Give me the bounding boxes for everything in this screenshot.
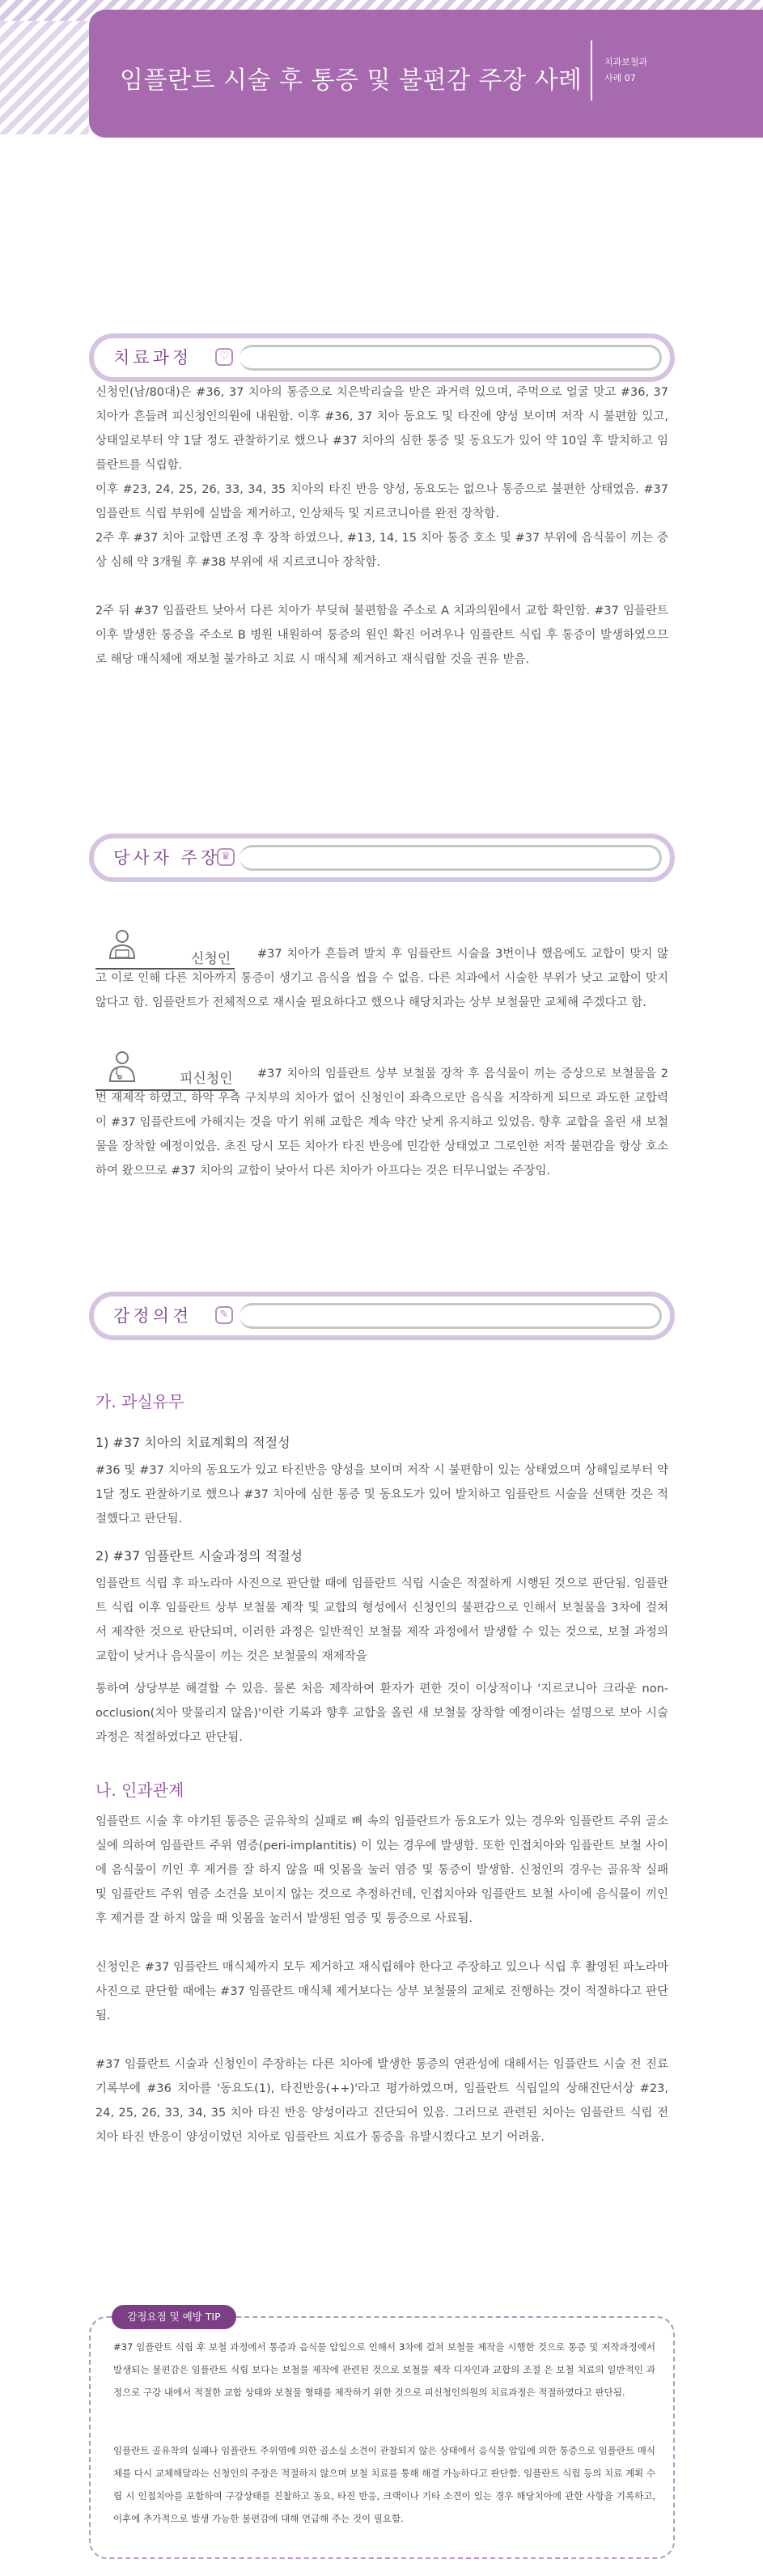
negligence-heading: 가. 과실유무 xyxy=(95,1392,184,1411)
section-title: 치료과정 xyxy=(113,348,193,367)
respondent-label: 피신청인 xyxy=(180,1071,233,1087)
applicant-label: 신청인 xyxy=(191,951,231,967)
header-banner xyxy=(89,10,763,138)
section-heading-treatment xyxy=(89,333,675,382)
header-category: 치과보철과 xyxy=(604,57,648,67)
tip-tag: 감정요점 및 예방 TIP xyxy=(112,2305,236,2329)
header-case-number: 사례 07 xyxy=(604,73,636,83)
causality-paragraph: 임플란트 시술 후 야기된 통증은 골유착의 실패로 뼈 속의 임플란트가 동요도가 있는 경우와 임플란트 주위 골소실에 의하여 임플란트 주위 염증(peri-implantitis) 이 있는 경우에 발생함. 또한 인접치아와 임플란트 보철 사이에 음식물이 끼인 후 제거를 잘 하지 않을 때 잇몸을 눌러 염증 및 통증이 발생함. 신청인의 경우는 골유착 실패 및 임플란트 주위 염증 소견을 보이지 않는 것으로 추정하건데, 인접치아와 임플란트 보철 사이에 음식물이 끼인 후 제거를 잘 하지 않을 때 잇몸을 눌러서 발생된 염증 및 통증으로 사료됨. xyxy=(95,1815,668,1925)
section-heading-claims xyxy=(89,834,675,882)
procedure-text xyxy=(95,1572,668,1750)
procedure-paragraph: 임플란트 식립 후 파노라마 사진으로 판단할 때에 임플란트 식립 시술은 적절하게 시행된 것으로 판단됨. 임플란트 식립 이후 임플란트 상부 보철물 제작 및 교합의 형성에서 신청인의 불편감으로 인해서 보철물을 3차에 걸쳐서 제작한 것으로 판단되며, 이러한 과정은 일반적인 보철물 제작 과정에서 발생할 수 있는 것으로, 보철 과정의 교합이 낮거나 음식물이 끼는 것은 보철물의 재제작을 xyxy=(95,1577,668,1663)
treatment-paragraph: 2주 후 #37 치아 교합면 조정 후 장착 하였으나, #13, 14, 15 치아 통증 호소 및 #37 부위에 음식물이 끼는 증상 심해 약 3개월 후 #38 부위에 새 지르코니아 장착함. xyxy=(95,532,668,569)
section-title: 감정의견 xyxy=(113,1306,193,1326)
section-heading-opinion xyxy=(89,1292,675,1340)
procedure-paragraph: 통하여 상당부분 해결할 수 있음. 물론 처음 제작하여 환자가 편한 것이 이상적이나 '지르코니아 크라운 non-occlusion(치아 맞물리지 않음)'이란 기록과 향후 교합을 올린 새 보철물 장착할 예정이라는 설명으로 보아 시술 과정은 적절하였다고 판단됨. xyxy=(95,1683,668,1744)
pill-inner-line xyxy=(239,845,662,871)
causality-heading: 나. 인과관계 xyxy=(95,1780,184,1800)
pill-inner-line xyxy=(239,345,662,371)
causality-paragraph: 신청인은 #37 임플란트 매식체까지 모두 제거하고 재식립해야 한다고 주장하고 있으나 식립 후 촬영된 파노라마 사진으로 판단할 때에는 #37 임플란트 매식체 제거보다는 상부 보철물의 교체로 진행하는 것이 적절하다고 판단됨. xyxy=(95,1961,668,2022)
section-title: 당사자 주장 xyxy=(113,848,221,868)
applicant-claim-text: #37 치아가 흔들려 발치 후 임플란트 시술을 3번이나 했음에도 교합이 맞지 않고 이로 인해 다른 치아까지 통증이 생기고 음식을 씹을 수 없음. 다른 치과에서 시술한 부위가 낮고 교합이 맞지 않다고 함. 임플란트가 전체적으로 재시술 필요하다고 했으나 해당치과는 상부 보철물만 교체해 주겠다고 함. xyxy=(95,948,668,1009)
causality-text xyxy=(95,1810,668,2149)
treatment-text xyxy=(95,380,668,672)
tooth-icon: ♡ xyxy=(215,348,233,366)
treatment-paragraph: 신청인(남/80대)은 #36, 37 치아의 통증으로 치은박리술을 받은 과거력 있으며, 주먹으로 얼굴 맞고 #36, 37 치아가 흔들려 피신청인의원에 내원함. 이후 #36, 37 치아 동요도 및 타진에 양성 보이며 저작 시 불편함 있고, 상태일로부터 약 1달 정도 관찰하기로 했으나 #37 치아의 심한 통증 및 동요도가 있어 약 10일 후 발치하고 임플란트를 식립함. xyxy=(95,386,668,472)
causality-paragraph: #37 임플란트 시술과 신청인이 주장하는 다른 치아에 발생한 통증의 연관성에 대해서는 임플란트 시술 전 진료기록부에 #36 치아를 '동요도(1), 타진반응(++)'라고 평가하였으며, 임플란트 식립일의 상해진단서상 #23, 24, 25, 26, 33, 34, 35 치아 타진 반응 양성이라고 진단되어 있음. 그러므로 관련된 치아는 임플란트 식립 전 치아 타진 반응이 양성이었던 치아로 임플란트 치료가 통증을 유발시켰다고 보기 어려움. xyxy=(95,2058,668,2144)
pen-icon: ✎ xyxy=(215,1306,233,1324)
treatment-plan-heading: 1) #37 치아의 치료계획의 적절성 xyxy=(95,1435,290,1450)
treatment-paragraph: 2주 뒤 #37 임플란트 낮아서 다른 치아가 부딪혀 불편함을 주소로 A 치과의원에서 교합 확인함. #37 임플란트 이후 발생한 통증을 주소로 B 병원 내원하여 통증의 원인 확진 어려우나 임플란트 식립 후 통증이 발생하였으므로 해당 매식체에 재보철 불가하고 치료 시 매식체 제거하고 재식립할 것을 권유 받음. xyxy=(95,605,668,666)
treatment-plan-text: #36 및 #37 치아의 동요도가 있고 타진반응 양성을 보이며 저작 시 불편함이 있는 상태였으며 상해일로부터 약 1달 정도 관찰하기로 했으나 #37 치아에 심한 통증 및 동요도가 있어 발치하고 임플란트 시술을 선택한 것은 적절했다고 판단됨. xyxy=(95,1464,668,1526)
treatment-paragraph: 이후 #23, 24, 25, 26, 33, 34, 35 치아의 타진 반응 양성, 동요도는 없으나 통증으로 불편한 상태였음. #37 임플란트 식립 부위에 실밥을 제거하고, 인상채득 및 지르코니아를 완전 장착함. xyxy=(95,483,668,520)
tip-paragraph: 임플란트 골유착의 실패나 임플란트 주위염에 의한 골소실 소견이 관찰되지 않은 상태에서 음식물 압입에 의한 통증으로 임플란트 매식체를 다시 교체해달라는 신청인의 주장은 적절하지 않으며 보철 치료를 통해 해결 가능하다고 판단함. 임플란트 식립 등의 치료 계획 수립 시 인접치아를 포함하여 구강상태를 진찰하고 동요, 타진 반응, 크랙이나 기타 소견이 있는 경우 해당치아에 관한 사항을 기록하고, 이후에 추가적으로 발생 가능한 불편감에 대해 언급해 주는 것이 필요함. xyxy=(113,2445,655,2524)
tip-paragraph: #37 임플란트 식립 후 보철 과정에서 통증과 음식물 압입으로 인해서 3차에 걸쳐 보철물 제작을 시행한 것으로 통증 및 저작과정에서 발생되는 불편감은 임플란트 식립 보다는 보철물 제작에 관련된 것으로 보철물 제작 디자인과 교합의 조절 은 보철 치료의 일반적인 과정으로 구강 내에서 적절한 교합 상태와 보철물 형태를 제작하기 위한 것으로 피신청인의원의 치료과정은 적절하였다고 판단됨. xyxy=(113,2341,655,2398)
pill-inner-line xyxy=(239,1303,662,1329)
header-divider xyxy=(591,40,592,100)
respondent-claim-text: #37 치아의 임플란트 상부 보철물 장착 후 음식물이 끼는 증상으로 보철물을 2번 재제작 하였고, 하악 우측 구치부의 치아가 없어 신청인이 좌측으로만 음식을 저작하게 되므로 과도한 교합력이 #37 임플란트에 가해지는 것을 막기 위해 교합은 계속 약간 낮게 유지하고 있었음. 향후 교합을 올린 새 보철물을 장착할 예정이었음. 초진 당시 모든 치아가 타진 반응에 민감한 상태였고 그로인한 저작 불편감을 항상 호소하여 왔으므로 #37 치아의 교합이 낮아서 다른 치아가 아프다는 것은 터무니없는 주장임. xyxy=(95,1067,668,1178)
header-pattern-left xyxy=(0,21,89,134)
crown-icon: ♛ xyxy=(217,848,235,866)
page-title: 임플란트 시술 후 통증 및 불편감 주장 사례 xyxy=(120,66,583,95)
procedure-heading: 2) #37 임플란트 시술과정의 적절성 xyxy=(95,1548,303,1564)
